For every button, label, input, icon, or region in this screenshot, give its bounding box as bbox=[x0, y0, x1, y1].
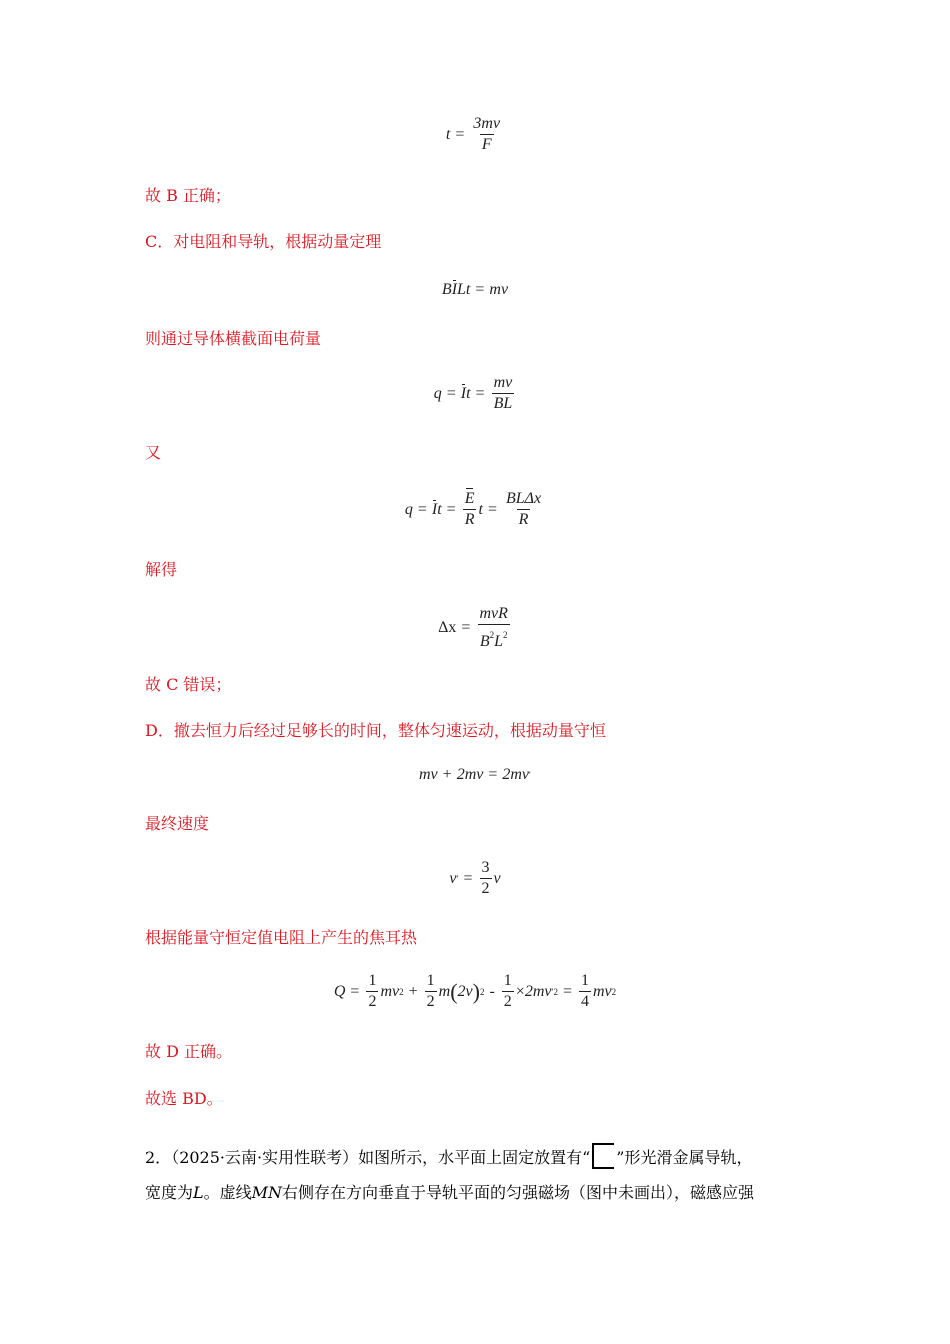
eq-symbol: mv bbox=[493, 374, 513, 391]
eq-symbol: B bbox=[479, 633, 490, 650]
fraction-numerator bbox=[471, 114, 502, 134]
question-text: 宽度为 bbox=[145, 1183, 194, 1202]
text-line: 又 bbox=[145, 443, 162, 462]
fraction-numerator bbox=[463, 489, 477, 509]
eq-symbol: t bbox=[478, 500, 483, 518]
eq-exponent: 2 bbox=[399, 986, 404, 997]
fraction-denominator: 4 bbox=[580, 993, 589, 1010]
eq-exponent: 2 bbox=[489, 630, 495, 640]
eq-symbol: L bbox=[193, 1183, 204, 1202]
question-text-line-1 bbox=[145, 1143, 752, 1169]
fraction bbox=[504, 489, 543, 530]
fraction bbox=[366, 971, 378, 1012]
eq-symbol: t bbox=[466, 384, 471, 402]
equation-momentum-theorem bbox=[0, 281, 950, 299]
fraction-numerator bbox=[492, 373, 515, 393]
eq-symbol: t bbox=[445, 125, 451, 143]
text-line: 故选 BD。 bbox=[145, 1089, 223, 1108]
eq-operator: = bbox=[487, 500, 497, 518]
eq-symbol: Δx bbox=[438, 619, 457, 636]
eq-paren: ) bbox=[472, 978, 480, 1004]
eq-symbol: F bbox=[481, 136, 492, 153]
eq-operator: = bbox=[417, 500, 427, 518]
eq-prime: ′ bbox=[529, 770, 531, 780]
fraction-numerator: 1 bbox=[426, 972, 435, 989]
fraction-denominator: 2 bbox=[503, 993, 512, 1010]
eq-symbol: BL bbox=[493, 395, 513, 412]
text-line: 最终速度 bbox=[145, 814, 210, 833]
eq-operator: = bbox=[475, 384, 485, 402]
fraction-denominator bbox=[478, 624, 510, 652]
eq-symbol: R bbox=[518, 511, 529, 528]
eq-exponent: ′2 bbox=[551, 986, 558, 997]
eq-prime: ′ bbox=[456, 873, 459, 884]
question-text-line-2 bbox=[145, 1183, 754, 1203]
eq-symbol: mv bbox=[489, 281, 509, 298]
fraction bbox=[463, 489, 477, 530]
eq-symbol: 2mv bbox=[524, 982, 552, 1000]
eq-symbol-average-emf: E bbox=[464, 490, 475, 507]
question-text: 如图所示，水平面上固定放置有“ bbox=[358, 1148, 591, 1167]
eq-symbol: m bbox=[438, 982, 451, 1000]
fraction-denominator bbox=[480, 134, 494, 155]
eq-symbol: BLΔx bbox=[505, 490, 542, 507]
eq-symbol: 2mv bbox=[502, 766, 530, 783]
eq-exponent: 2 bbox=[479, 986, 485, 997]
eq-operator: = bbox=[463, 869, 473, 887]
fraction-numerator: 1 bbox=[368, 972, 377, 989]
eq-symbol: mv bbox=[380, 982, 400, 1000]
eq-operator: × bbox=[515, 982, 525, 1000]
eq-symbol: Q bbox=[333, 982, 346, 1000]
eq-operator: - bbox=[489, 982, 495, 1000]
eq-operator: = bbox=[475, 281, 485, 298]
text-line: 根据能量守恒定值电阻上产生的焦耳热 bbox=[145, 928, 418, 947]
text-line: 则通过导体横截面电荷量 bbox=[145, 329, 322, 348]
equation-charge-displacement bbox=[0, 489, 950, 530]
text-line: C．对电阻和导轨，根据动量定理 bbox=[145, 232, 382, 251]
eq-symbol: v bbox=[493, 869, 501, 887]
eq-operator: = bbox=[461, 619, 471, 636]
eq-symbol: B bbox=[441, 281, 452, 298]
question-text: 。虚线 bbox=[203, 1183, 252, 1202]
eq-symbol: 2v bbox=[457, 982, 473, 1000]
eq-symbol: t bbox=[437, 500, 442, 518]
eq-operator: = bbox=[488, 766, 498, 783]
equation-displacement bbox=[0, 604, 950, 652]
fraction-numerator: 1 bbox=[580, 972, 589, 989]
fraction bbox=[502, 971, 514, 1012]
text-line: 故 D 正确。 bbox=[145, 1042, 233, 1061]
fraction-numerator bbox=[504, 489, 543, 509]
text-line: 故 C 错误； bbox=[145, 675, 232, 694]
question-text: 右侧存在方向垂直于导轨平面的匀强磁场（图中未画出），磁感应强 bbox=[282, 1183, 755, 1202]
fraction bbox=[480, 858, 492, 899]
eq-operator: = bbox=[446, 384, 456, 402]
text-line: 解得 bbox=[145, 560, 178, 579]
fraction bbox=[425, 971, 437, 1012]
fraction-numerator: 1 bbox=[503, 972, 512, 989]
eq-symbol: v bbox=[449, 869, 457, 887]
eq-symbol-average-current: I bbox=[431, 500, 438, 518]
eq-paren: ( bbox=[450, 978, 458, 1004]
question-source: （2025·云南·实用性联考） bbox=[171, 1148, 359, 1167]
fraction bbox=[579, 971, 591, 1012]
eq-symbol: mv bbox=[592, 982, 612, 1000]
eq-operator: + bbox=[408, 982, 418, 1000]
rail-shape-icon bbox=[592, 1143, 614, 1169]
eq-operator: = bbox=[562, 982, 572, 1000]
eq-symbol: q bbox=[404, 500, 413, 518]
question-text: ”形光滑金属导轨， bbox=[616, 1148, 753, 1167]
eq-symbol: mv bbox=[419, 766, 438, 783]
equation-time bbox=[0, 114, 950, 155]
fraction-numerator: 3 bbox=[481, 859, 490, 876]
eq-operator: = bbox=[350, 982, 360, 1000]
eq-exponent: 2 bbox=[503, 630, 508, 640]
fraction bbox=[492, 373, 515, 414]
eq-symbol: q bbox=[433, 384, 442, 402]
eq-symbol: mvR bbox=[479, 605, 508, 622]
fraction-denominator bbox=[517, 509, 531, 530]
fraction-denominator bbox=[492, 393, 515, 414]
eq-symbol-average-current: I bbox=[451, 281, 458, 298]
eq-symbol: 2mv bbox=[456, 766, 484, 783]
eq-operator: = bbox=[446, 500, 456, 518]
fraction-denominator bbox=[463, 509, 477, 530]
eq-exponent: 2 bbox=[611, 986, 617, 997]
text-line: 故 B 正确； bbox=[145, 186, 231, 205]
fraction bbox=[477, 604, 509, 652]
equation-joule-heat bbox=[0, 971, 950, 1012]
eq-operator: + bbox=[442, 766, 452, 783]
eq-operator: = bbox=[455, 125, 465, 143]
equation-charge bbox=[0, 373, 950, 414]
fraction-denominator: 2 bbox=[481, 880, 490, 897]
fraction-denominator: 2 bbox=[426, 993, 435, 1010]
equation-final-velocity bbox=[0, 858, 950, 899]
fraction bbox=[471, 114, 502, 155]
text-line: D．撤去恒力后经过足够长的时间，整体匀速运动，根据动量守恒 bbox=[145, 721, 606, 740]
eq-symbol: 3mv bbox=[473, 115, 501, 132]
equation-momentum-conservation bbox=[0, 766, 950, 784]
fraction-denominator: 2 bbox=[368, 993, 377, 1010]
eq-symbol: L bbox=[494, 633, 503, 650]
fraction-numerator bbox=[477, 604, 509, 624]
eq-symbol: MN bbox=[251, 1183, 283, 1202]
eq-symbol: Lt bbox=[457, 281, 471, 298]
question-number: 2． bbox=[145, 1148, 172, 1167]
eq-symbol: R bbox=[464, 511, 475, 528]
eq-symbol-average-current: I bbox=[460, 384, 467, 402]
